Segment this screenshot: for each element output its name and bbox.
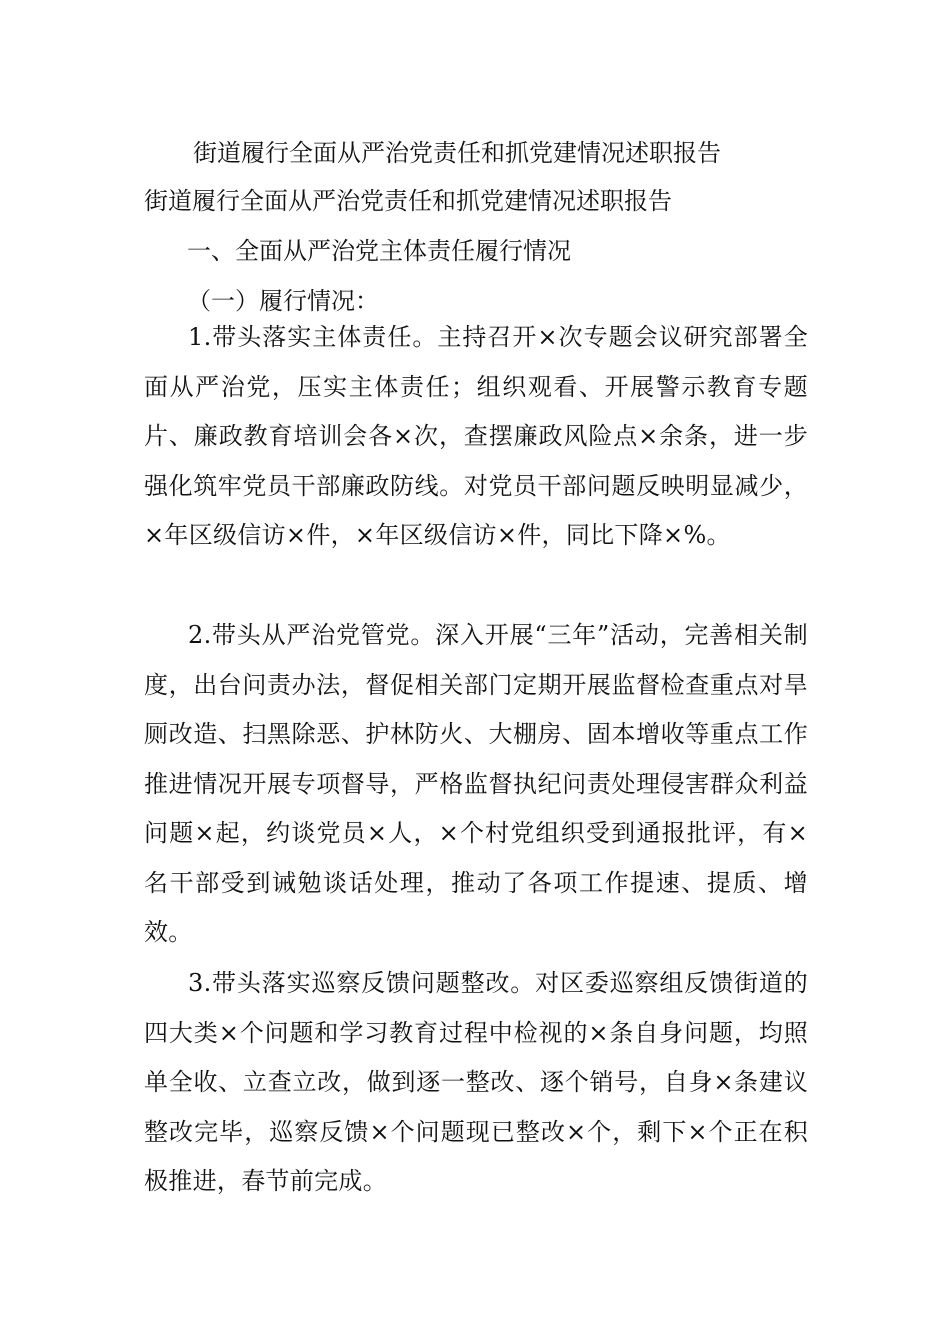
section-heading: 一、全面从严治党主体责任履行情况 <box>187 237 571 265</box>
document-title: 街道履行全面从严治党责任和抓党建情况述职报告 <box>193 139 721 167</box>
paragraph-3: 3.带头落实巡察反馈问题整改。对区委巡察组反馈街道的四大类×个问题和学习教育过程中检视的×条自身问题，均照单全收、立查立改，做到逐一整改、逐个销号，自身×条建议整改完毕，巡察反馈×个问题现已整改×个，剩下×个正在积极推进，春节前完成。 <box>144 969 808 1195</box>
subsection-heading: （一）履行情况： <box>187 287 379 315</box>
document-subtitle: 街道履行全面从严治党责任和抓党建情况述职报告 <box>144 187 672 215</box>
paragraph-2: 2.带头从严治党管党。深入开展“三年”活动，完善相关制度，出台问责办法，督促相关部门定期开展监督检查重点对旱厕改造、扫黑除恶、护林防火、大棚房、固本增收等重点工作推进情况开展专项督导，严格监督执纪问责处理侵害群众利益问题×起，约谈党员×人，×个村党组织受到通报批评，有×名干部受到诫勉谈话处理，推动了各项工作提速、提质、增效。 <box>144 621 808 946</box>
paragraph-1: 1.带头落实主体责任。主持召开×次专题会议研究部署全面从严治党，压实主体责任；组织观看、开展警示教育专题片、廉政教育培训会各×次，查摆廉政风险点×余条，进一步强化筑牢党员干部廉政防线。对党员干部问题反映明显减少，×年区级信访×件，×年区级信访×件，同比下降×%。 <box>144 323 808 549</box>
